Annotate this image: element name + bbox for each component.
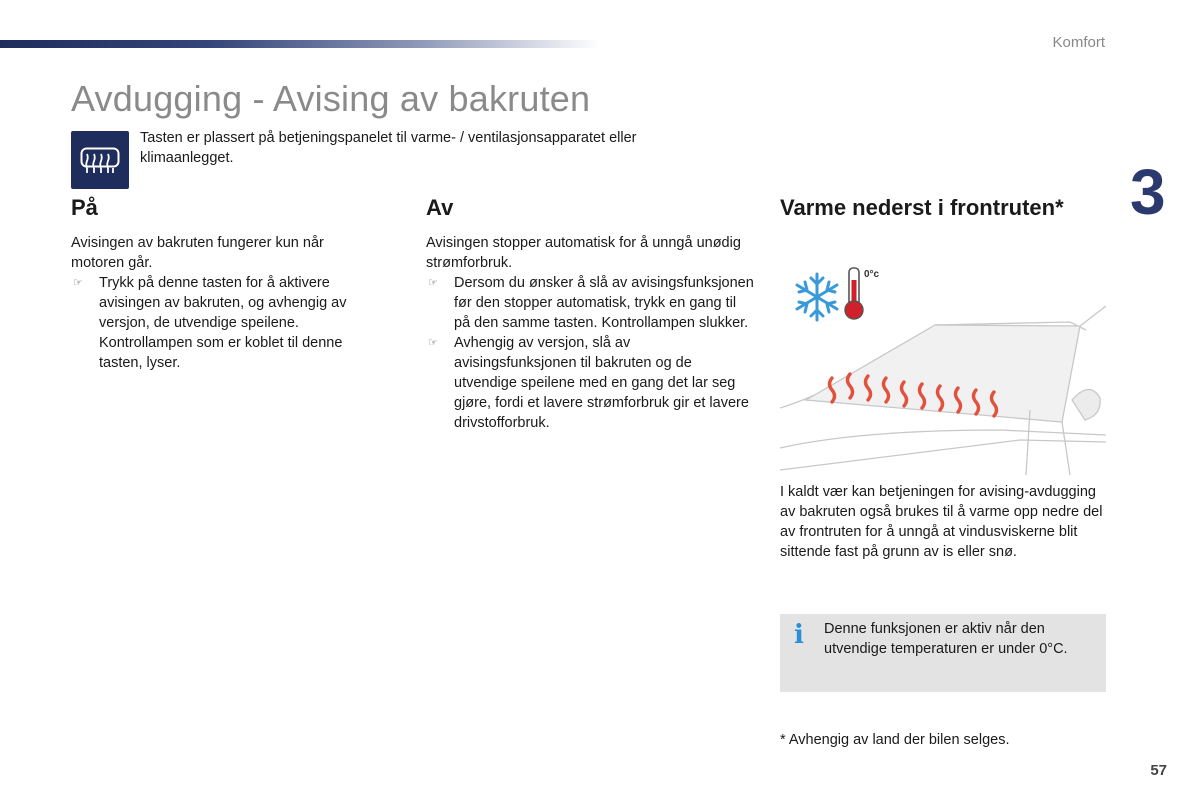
intro-text: Tasten er plassert på betjeningspanelet til varme- / ventilasjonsapparatet eller klimaanlegget. xyxy=(140,130,637,166)
info-icon: i xyxy=(794,620,804,650)
windscreen-heating-illustration xyxy=(780,260,1106,475)
chapter-number: 3 xyxy=(1130,156,1166,228)
section-windscreen-heading: Varme nederst i frontruten* xyxy=(780,195,1064,220)
page-title: Avdugging - Avising av bakruten xyxy=(71,78,591,119)
thermometer-icon xyxy=(845,268,863,319)
bullet-text: Trykk på denne tasten for å aktivere avisingen av bakruten, og avhengig av versjon, de utvendige speilene. Kontrollampen som er koblet til denne tasten, lyser. xyxy=(99,275,347,371)
list-item xyxy=(71,273,371,373)
rear-defrost-icon xyxy=(71,131,129,189)
section-off-heading: Av xyxy=(426,195,454,220)
pointing-hand-icon: ☞ xyxy=(73,277,83,289)
list-item xyxy=(426,273,756,333)
page-number: 57 xyxy=(1150,762,1167,779)
info-text: Denne funksjonen er aktiv når den utvendige temperaturen er under 0°C. xyxy=(824,621,1068,657)
bullet-text: Dersom du ønsker å slå av avisingsfunksjonen før den stopper automatisk, trykk en gang til på den samme tasten. Kontrollampen slukker. xyxy=(454,275,754,331)
header-gradient-bar xyxy=(0,40,600,48)
temperature-label: 0°c xyxy=(864,269,880,280)
footnote: * Avhengig av land der bilen selges. xyxy=(780,732,1010,748)
info-box xyxy=(780,614,1106,692)
section-on-heading: På xyxy=(71,195,98,220)
section-windscreen-paragraph: I kaldt vær kan betjeningen for avising-avdugging av bakruten også brukes til å varme opp nedre del av frontruten for å unngå at vindusviskerne blit sittende fast på grunn av is eller snø. xyxy=(780,484,1103,560)
section-name: Komfort xyxy=(1052,34,1105,51)
section-windscreen xyxy=(780,195,1110,233)
bullet-text: Avhengig av versjon, slå av avisingsfunksjonen til bakruten og de utvendige speilene med en gang det lar seg gjøre, fordi et lavere strømforbruk gir et lavere drivstofforbruk. xyxy=(454,335,749,431)
section-on-paragraph: Avisingen av bakruten fungerer kun når motoren går. xyxy=(71,235,324,271)
section-off-paragraph: Avisingen stopper automatisk for å unngå unødig strømforbruk. xyxy=(426,235,741,271)
section-on xyxy=(71,195,371,373)
snowflake-icon xyxy=(797,274,837,320)
pointing-hand-icon: ☞ xyxy=(428,277,438,289)
list-item xyxy=(426,333,756,433)
pointing-hand-icon: ☞ xyxy=(428,337,438,349)
section-off xyxy=(426,195,756,433)
